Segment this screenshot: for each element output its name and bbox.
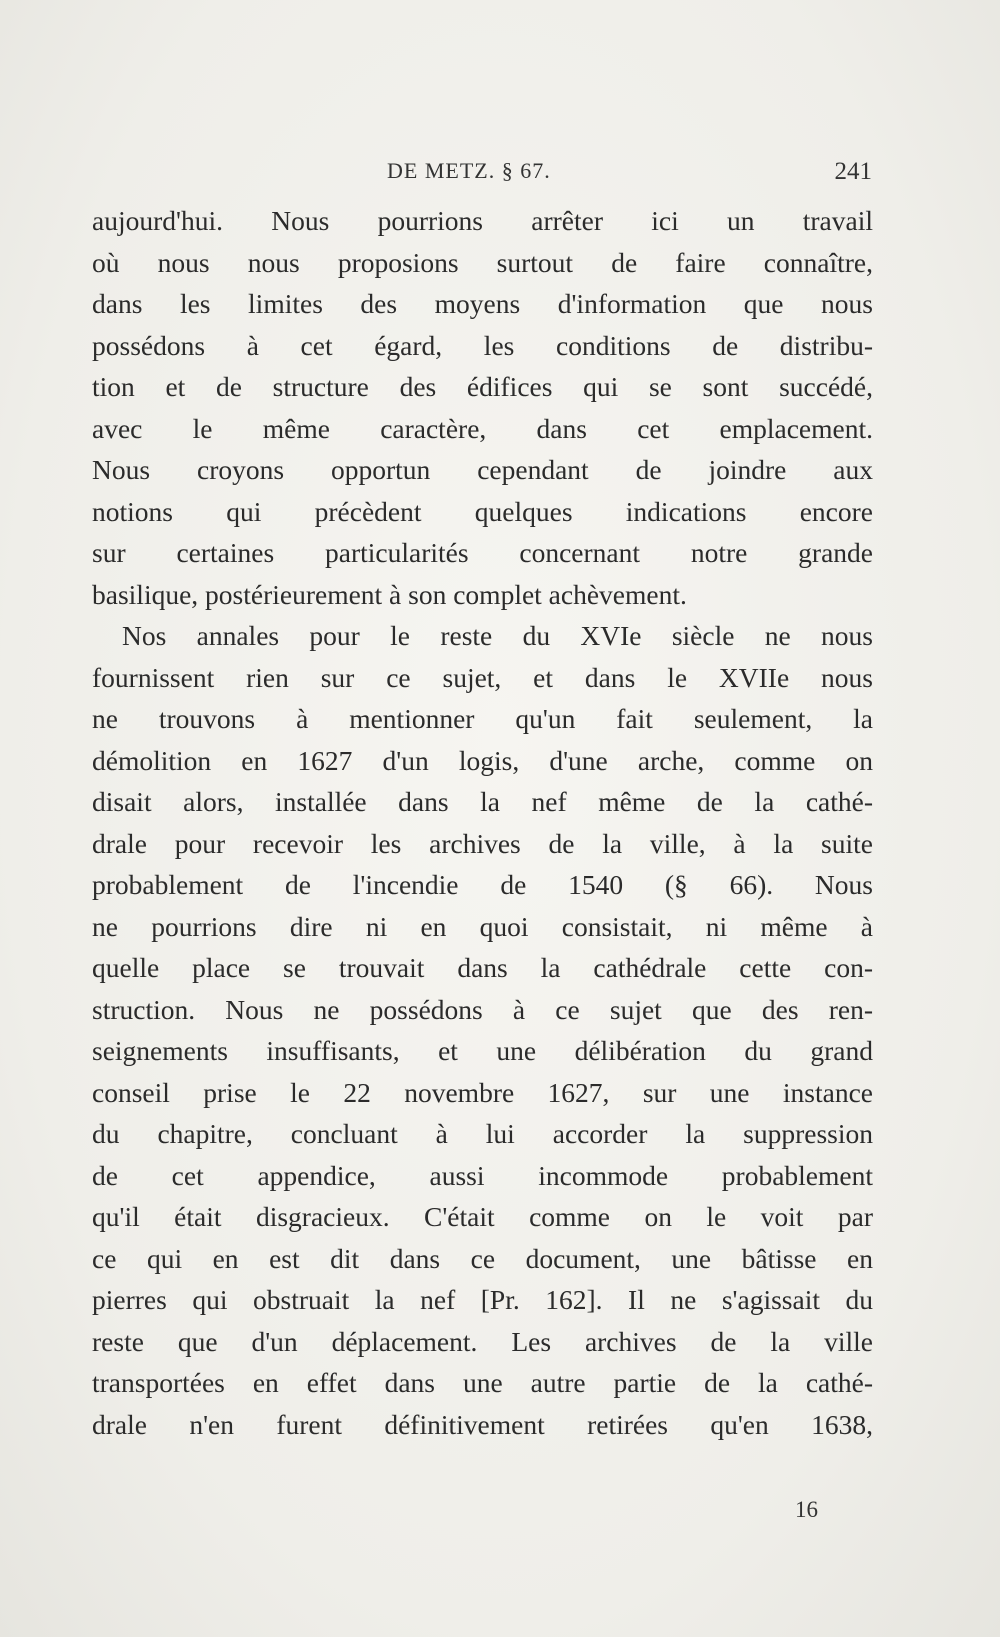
text-line: ne pourrions dire ni en quoi consistait, ni même à: [92, 910, 873, 942]
text-line: seignements insuffisants, et une délibération du grand: [92, 1035, 873, 1066]
page-number: 241: [834, 158, 872, 185]
text-line: probablement de l'incendie de 1540 (§ 66). Nous: [92, 869, 873, 900]
text-line: dans les limites des moyens d'information que nous: [92, 288, 873, 319]
text-line: avec le même caractère, dans cet emplacement.: [92, 412, 873, 444]
text-line: tion et de structure des édifices qui se sont succédé,: [92, 371, 873, 402]
text-line: de cet appendice, aussi incommode probablement: [92, 1159, 873, 1191]
text-line: transportées en effet dans une autre partie de la cathé-: [92, 1367, 873, 1398]
text-line: pierres qui obstruait la nef [Pr. 162]. Il ne s'agissait du: [92, 1284, 873, 1315]
text-line: fournissent rien sur ce sujet, et dans le XVIIe nous: [92, 661, 873, 693]
text-line: où nous nous proposions surtout de faire connaître,: [92, 246, 873, 278]
text-line: démolition en 1627 d'un logis, d'une arche, comme on: [92, 744, 873, 776]
text-line: reste que d'un déplacement. Les archives de la ville: [92, 1325, 873, 1357]
text-line: possédons à cet égard, les conditions de distribu-: [92, 329, 873, 361]
signature-mark: 16: [795, 1497, 818, 1522]
text-line: notions qui précèdent quelques indications encore: [92, 495, 873, 527]
text-line: struction. Nous ne possédons à ce sujet que des ren-: [92, 993, 873, 1025]
text-line: conseil prise le 22 novembre 1627, sur une instance: [92, 1076, 873, 1108]
paragraph-start-line: Nos annales pour le reste du XVIe siècle ne nous: [122, 620, 873, 651]
text-line: qu'il était disgracieux. C'était comme on le voit par: [92, 1201, 873, 1232]
text-line: drale pour recevoir les archives de la ville, à la suite: [92, 827, 873, 859]
text-line: ce qui en est dit dans ce document, une bâtisse en: [92, 1242, 873, 1274]
body-text: [92, 200, 873, 1445]
text-line: disait alors, installée dans la nef même de la cathé-: [92, 786, 873, 817]
text-line: aujourd'hui. Nous pourrions arrêter ici un travail: [92, 205, 873, 236]
text-line: sur certaines particularités concernant notre grande: [92, 537, 873, 568]
text-line: quelle place se trouvait dans la cathédrale cette con-: [92, 952, 873, 983]
text-line: drale n'en furent définitivement retirées qu'en 1638,: [92, 1408, 873, 1440]
text-line: du chapitre, concluant à lui accorder la suppression: [92, 1118, 873, 1149]
text-line: Nous croyons opportun cependant de joindre aux: [92, 454, 873, 485]
text-line: basilique, postérieurement à son complet achèvement.: [92, 578, 687, 610]
text-line: ne trouvons à mentionner qu'un fait seulement, la: [92, 703, 873, 734]
running-head: DE METZ. § 67.: [387, 158, 551, 183]
page-header: [92, 158, 872, 194]
